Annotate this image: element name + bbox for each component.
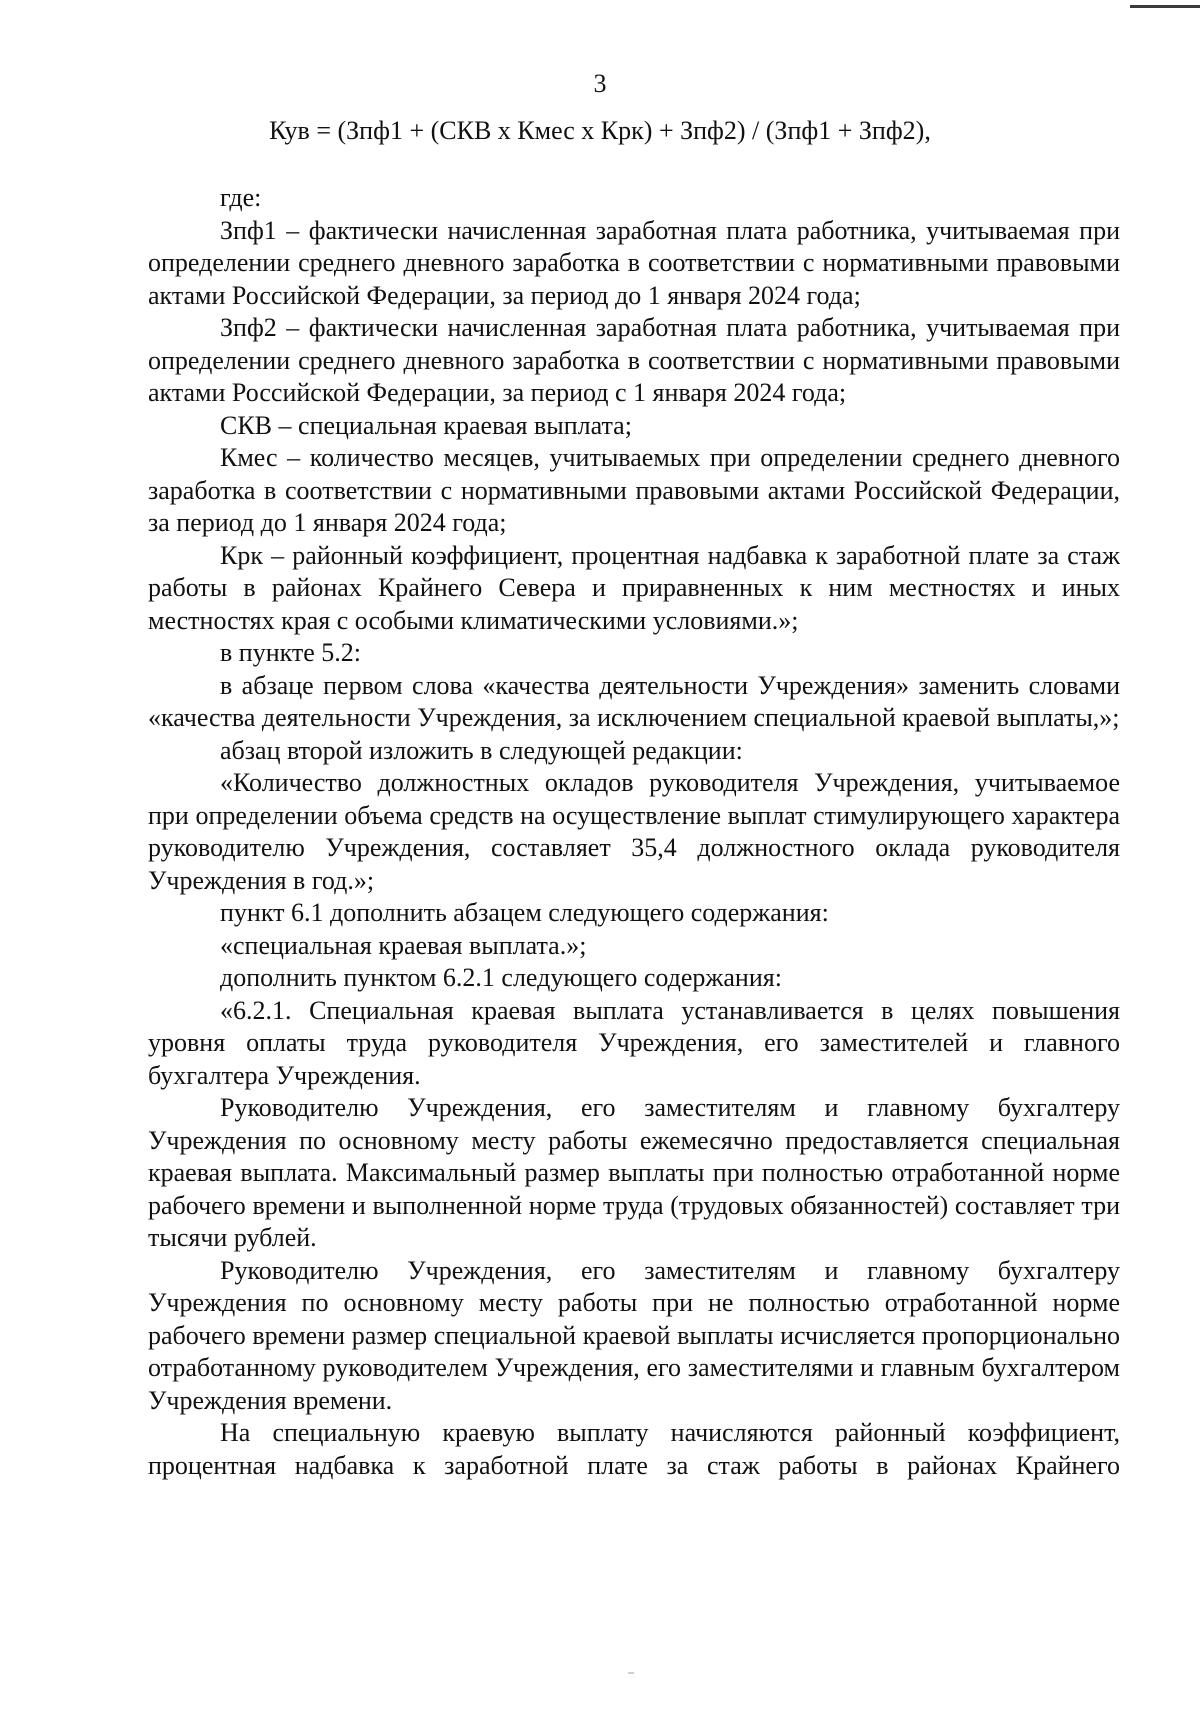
formula: Кув = (Зпф1 + (СКВ x Кмес x Крк) + Зпф2) / (Зпф1 + Зпф2), [269, 116, 931, 145]
paragraph-add-6-2-1: дополнить пунктом 6.2.1 следующего содержания: [220, 963, 782, 992]
paragraph-skv: СКВ – специальная краевая выплата; [220, 410, 632, 440]
paragraph-zpf1: Зпф1 – фактически начисленная заработная плата работника, учитываемая при определении среднего дневного заработка в соответствии с нормативными правовыми актами Российской Федерации, за период до 1 января 2024 года; [148, 215, 1120, 310]
paragraph-where: где: [220, 183, 262, 212]
page-number: 3 [593, 69, 607, 98]
paragraph-second-abzac: абзац второй изложить в следующей редакции: [220, 735, 743, 765]
paragraph-coefficients: На специальную краевую выплату начисляются районный коэффициент, процентная надбавка к заработной плате за стаж работы в районах Крайнего [148, 1418, 1120, 1480]
paragraph-first-abzac: в абзаце первом слова «качества деятельности Учреждения» заменить словами «качества деятельности Учреждения, за исключением специальной краевой выплаты,»; [148, 670, 1120, 732]
paragraph-kmes: Кмес – количество месяцев, учитываемых при определении среднего дневного заработка в соответствии с нормативными правовыми актами Российской Федерации, за период до 1 января 2024 года; [148, 443, 1120, 537]
paragraph-zpf2: Зпф2 – фактически начисленная заработная плата работника, учитываемая при определении среднего дневного заработка в соответствии с нормативными правовыми актами Российской Федерации, за период с 1 января 2024 года; [148, 313, 1120, 407]
body-text [148, 182, 1120, 1482]
paragraph-point-6-1: пункт 6.1 дополнить абзацем следующего содержания: [220, 898, 829, 927]
scan-edge-mark [1130, 5, 1200, 8]
paragraph-salary-count: «Количество должностных окладов руководителя Учреждения, учитываемое при определении объема средств на осуществление выплат стимулирующего характера руководителю Учреждения, составляет 35,4 должностного оклада руководителя Учреждения в год.»; [148, 768, 1120, 895]
paragraph-krk: Крк – районный коэффициент, процентная надбавка к заработной плате за стаж работы в районах Крайнего Севера и приравненных к ним местностях и иных местностях края с особыми климатическими условиями.»; [148, 540, 1120, 635]
paragraph-proportional: Руководителю Учреждения, его заместителям и главному бухгалтеру Учреждения по основному месту работы при не полностью отработанной норме рабочего времени размер специальной краевой выплаты исчисляется пропорционально отработанному руководителем Учреждения, его заместителями и главным бухгалтером Учреждения времени. [148, 1255, 1120, 1415]
paragraph-point-5-2: в пункте 5.2: [220, 638, 362, 667]
paragraph-monthly-payment: Руководителю Учреждения, его заместителям и главному бухгалтеру Учреждения по основному месту работы ежемесячно предоставляется специальная краевая выплата. Максимальный размер выплаты при полностью отработанной норме рабочего времени и выполненной норме труда (трудовых обязанностей) составляет три тысячи рублей. [148, 1093, 1120, 1252]
scan-artifact [628, 1672, 634, 1674]
paragraph-6-2-1: «6.2.1. Специальная краевая выплата устанавливается в целях повышения уровня оплаты труда руководителя Учреждения, его заместителей и главного бухгалтера Учреждения. [148, 995, 1120, 1090]
paragraph-special-payment: «специальная краевая выплата.»; [220, 930, 587, 960]
